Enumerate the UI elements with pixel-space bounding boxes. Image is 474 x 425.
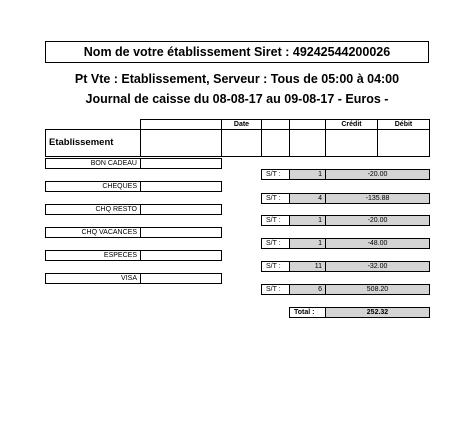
subtotal-count: 1 <box>289 238 326 249</box>
subtotal-amount: 508.20 <box>325 284 430 295</box>
column-header-debit: Débit <box>377 119 430 130</box>
subtotal-amount: -20.00 <box>325 215 430 226</box>
header-cell-blank <box>325 129 378 157</box>
subtotal-label: S/T : <box>261 238 290 249</box>
payment-type-label: CHEQUES <box>45 181 141 192</box>
payment-row-blank <box>140 273 222 284</box>
column-header-date: Date <box>221 119 262 130</box>
subtotal-count: 1 <box>289 215 326 226</box>
header-cell-blank <box>261 129 290 157</box>
subtotal-amount: -135.88 <box>325 193 430 204</box>
payment-row-blank <box>140 227 222 238</box>
payment-type-label: CHQ VACANCES <box>45 227 141 238</box>
header-cell-blank <box>221 129 262 157</box>
establishment-title-text: Nom de votre établissement Siret : 49242544200026 <box>83 45 391 59</box>
subtotal-amount: -32.00 <box>325 261 430 272</box>
payment-type-label: ESPECES <box>45 250 141 261</box>
subtotal-label: S/T : <box>261 284 290 295</box>
subtotal-count: 4 <box>289 193 326 204</box>
header-cell-blank <box>140 129 222 157</box>
subtotal-count: 6 <box>289 284 326 295</box>
column-header-establishment: Etablissement <box>45 129 141 157</box>
header-cell-blank <box>377 129 430 157</box>
payment-type-label: CHQ RESTO <box>45 204 141 215</box>
journal-subtitle: Journal de caisse du 08-08-17 au 09-08-17 - Euros - <box>85 92 389 106</box>
subtotal-count: 11 <box>289 261 326 272</box>
establishment-title <box>45 41 429 63</box>
subtotal-label: S/T : <box>261 261 290 272</box>
subtotal-label: S/T : <box>261 169 290 180</box>
subtotal-label: S/T : <box>261 193 290 204</box>
column-header-credit: Crédit <box>325 119 378 130</box>
subtotal-label: S/T : <box>261 215 290 226</box>
payment-row-blank <box>140 158 222 169</box>
header-cell-blank <box>289 129 326 157</box>
subtotal-count: 1 <box>289 169 326 180</box>
payment-row-blank <box>140 204 222 215</box>
payment-type-label: VISA <box>45 273 141 284</box>
payment-row-blank <box>140 250 222 261</box>
payment-type-label: BON CADEAU <box>45 158 141 169</box>
subtotal-amount: -48.00 <box>325 238 430 249</box>
payment-row-blank <box>140 181 222 192</box>
total-value: 252.32 <box>325 307 430 318</box>
pos-subtitle: Pt Vte : Etablissement, Serveur : Tous de 05:00 à 04:00 <box>74 72 400 86</box>
total-label: Total : <box>289 307 326 318</box>
subtotal-amount: -20.00 <box>325 169 430 180</box>
